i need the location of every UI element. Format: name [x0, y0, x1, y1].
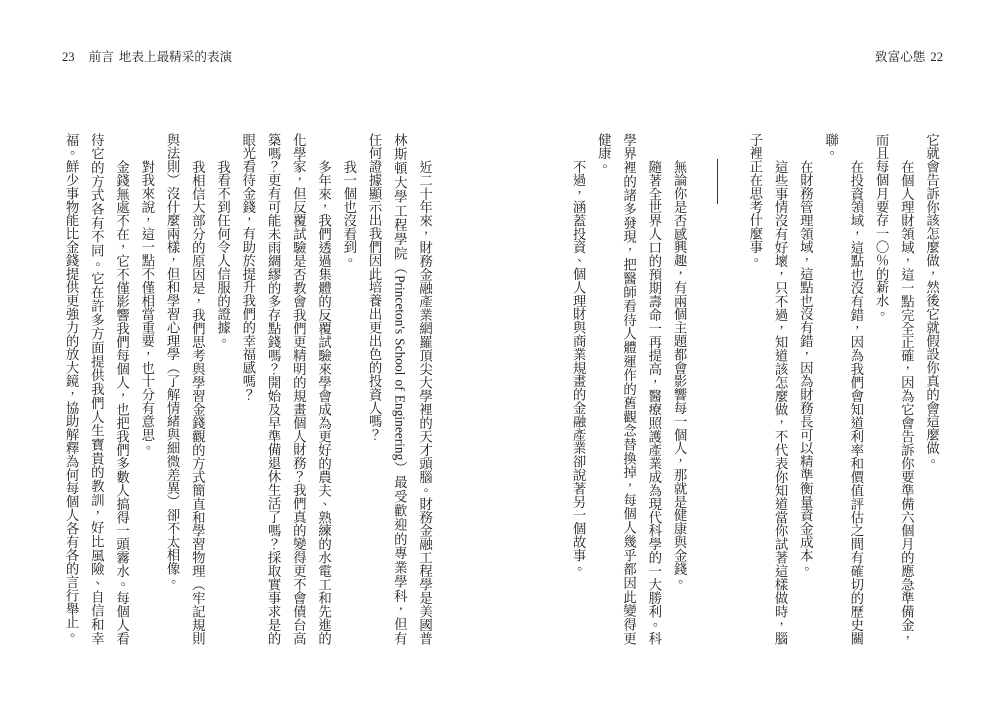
- page-right-body: [566, 133, 945, 645]
- paragraph: [160, 133, 211, 645]
- text-line: 而且每個月要存一〇％的薪水。: [874, 133, 890, 321]
- text-line: 學界裡的諸多發現，把醫師看待人體運作的舊觀念替換掉，每個人幾乎都因此變得更: [621, 133, 637, 645]
- section-name: 前言: [88, 50, 114, 64]
- book-title: 致富心態: [875, 50, 926, 64]
- text-line: 林斯頓大學工程學院（Princeton's School of Engineering）最受歡迎的專業學科，但有: [392, 133, 408, 645]
- running-header-right: [875, 49, 943, 65]
- text-line: 隨著全世界人口的預期壽命一再提高，醫療照護產業成為現代科學的一大勝利。科: [646, 159, 662, 645]
- page-number: 23: [62, 50, 75, 64]
- paragraph: [362, 133, 438, 645]
- text-line: 我看不到任何令人信服的證據。: [215, 159, 231, 348]
- text-line: 我一個也沒看到。: [341, 159, 357, 267]
- text-line: 聯。: [823, 133, 839, 160]
- text-line: 它就會告訴你該怎麼做，然後它就假設你真的會這麼做。: [924, 133, 940, 468]
- text-line: 在投資領域，這點也沒有錯，因為我們會知道利率和價值評估之間有確切的歷史關: [848, 159, 864, 645]
- paragraph: [743, 133, 794, 645]
- text-line: 金錢無處不在，它不僅影響我們每個人，也把我們多數人搞得一頭霧水。每個人看: [114, 159, 130, 645]
- text-line: 任何證據顯示出我們因此培養出更出色的投資人嗎？: [367, 133, 383, 442]
- paragraph: [869, 133, 920, 645]
- paragraph: [793, 133, 818, 645]
- chapter-title: 地表上最精采的表演: [118, 50, 233, 64]
- text-line: 對我來說，這一點不僅相當重要，也十分有意思。: [139, 159, 155, 455]
- section-break: [692, 133, 743, 645]
- text-line: 待它的方式各有不同。它在許多方面提供我們人生寶貴的教訓，好比風險、自信和幸: [89, 133, 105, 645]
- section-divider-rule: [717, 159, 718, 204]
- paragraph: [337, 133, 362, 645]
- text-line: 在個人理財領域，這一點完全正確，因為它會告訴你要準備六個月的應急準備金，: [899, 159, 915, 645]
- page-left-body: [59, 133, 438, 645]
- text-line: 多年來，我們透過集體的反覆試驗來學會成為更好的農夫、熟練的水電工和先進的: [316, 159, 332, 645]
- paragraph: [59, 133, 135, 645]
- paragraph: [566, 133, 591, 645]
- text-line: 化學家，但反覆試驗是否教會我們更精明的規畫個人財務？我們真的變得更不會債台高: [291, 133, 307, 645]
- running-header-left: [62, 49, 232, 65]
- text-line: 子裡正在思考什麼事。: [747, 133, 763, 267]
- page-number: 22: [930, 50, 943, 64]
- paragraph: [591, 133, 667, 645]
- text-line: 這些事情沒有好壞，只不過，知道該怎麼做，不代表你知道當你試著這樣做時，腦: [773, 159, 789, 645]
- text-line: 與法則）沒什麼兩樣，但和學習心理學（了解情緒與細微差異）卻不太相像。: [165, 133, 181, 589]
- text-line: 不過，涵蓋投資、個人理財與商業規畫的金融產業卻說著另一個故事。: [571, 159, 587, 576]
- paragraph: [210, 133, 235, 645]
- text-line: 無論你是否感興趣，有兩個主題都會影響每一個人，那就是健康與金錢。: [672, 159, 688, 589]
- text-line: 在財務管理領域，這點也沒有錯，因為財務長可以精準衡量資金成本。: [798, 159, 814, 576]
- paragraph: [818, 133, 869, 645]
- paragraph: [236, 133, 337, 645]
- text-line: 福。鮮少事物能比金錢提供更強力的放大鏡，協助解釋為何每個人各有各的言行舉止。: [64, 133, 80, 643]
- text-line: 築嗎？更有可能未雨綢繆的多存點錢嗎？開始及早準備退休生活了嗎？採取實事求是的: [266, 133, 282, 645]
- text-line: 近二十年來，財務金融產業網羅頂尖大學裡的天才頭腦。財務金融工程學是美國普: [417, 159, 433, 645]
- text-line: 我相信大部分的原因是，我們思考與學習金錢觀的方式簡直和學習物理（牢記規則: [190, 159, 206, 645]
- text-line: 眼光看待金錢，有助於提升我們的幸福感嗎？: [240, 133, 256, 401]
- paragraph: [667, 133, 692, 645]
- paragraph: [919, 133, 944, 645]
- paragraph: [135, 133, 160, 645]
- text-line: 健康。: [596, 133, 612, 174]
